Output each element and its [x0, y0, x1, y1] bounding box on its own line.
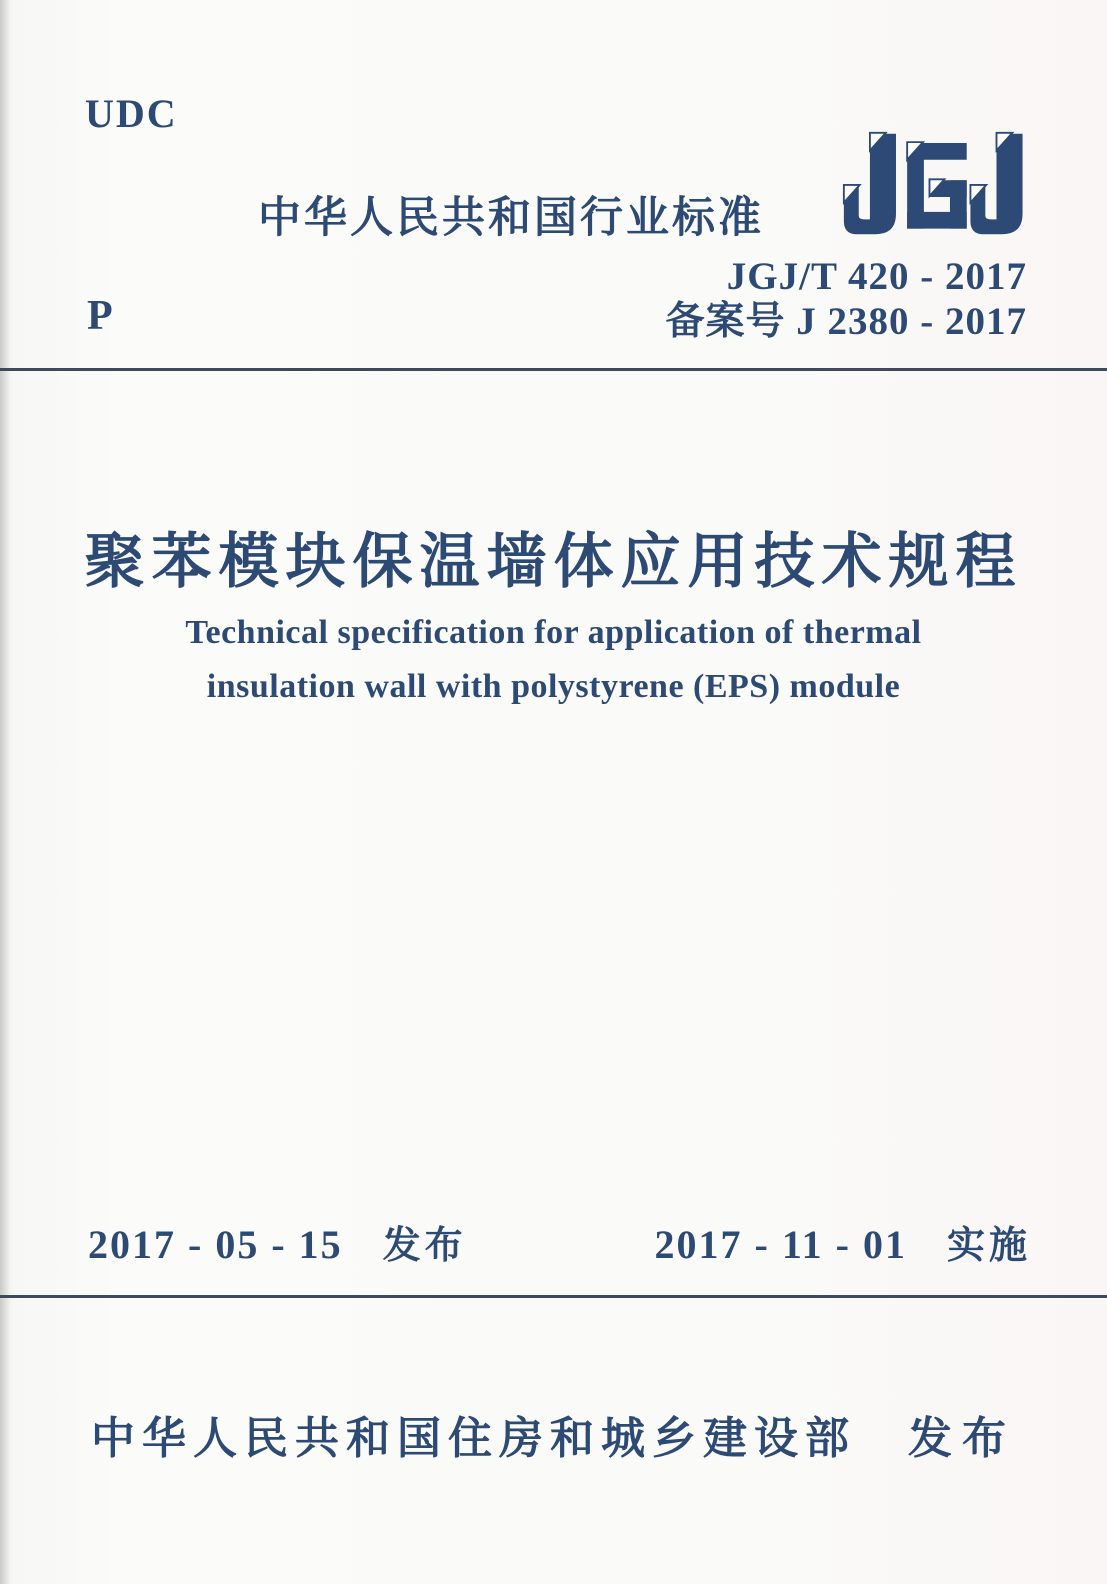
- issue-date-group: [88, 1214, 467, 1269]
- implement-date-group: [655, 1214, 1031, 1269]
- standard-number: JGJ/T 420 - 2017: [726, 255, 1027, 298]
- document-title-en-line1: Technical specification for application of thermal: [185, 614, 922, 651]
- document-title-en: [0, 606, 1107, 714]
- issue-label: 发布: [382, 1225, 467, 1267]
- publisher-action-label: 发布: [908, 1414, 1016, 1463]
- publisher-row: [0, 1402, 1107, 1466]
- classification-code: P: [87, 293, 113, 339]
- jgj-logo: [842, 128, 1030, 240]
- issue-date: 2017 - 05 - 15: [88, 1222, 343, 1267]
- footer-divider-rule: [0, 1295, 1107, 1298]
- publisher-name: 中华人民共和国住房和城乡建设部: [91, 1414, 856, 1463]
- implement-date: 2017 - 11 - 01: [654, 1222, 907, 1267]
- dates-row: [88, 1214, 1031, 1269]
- record-number: 备案号 J 2380 - 2017: [665, 300, 1027, 343]
- udc-label: UDC: [85, 91, 178, 136]
- implement-label: 实施: [946, 1225, 1031, 1267]
- standard-category-title: 中华人民共和国行业标准: [258, 194, 764, 242]
- scan-edge-shadow: [0, 0, 10, 1584]
- header-divider-rule: [0, 368, 1107, 371]
- document-title-en-line2: insulation wall with polystyrene (EPS) module: [206, 668, 901, 705]
- document-title-cn: 聚苯模块保温墙体应用技术规程: [84, 529, 1023, 595]
- standard-codes: [666, 254, 1028, 344]
